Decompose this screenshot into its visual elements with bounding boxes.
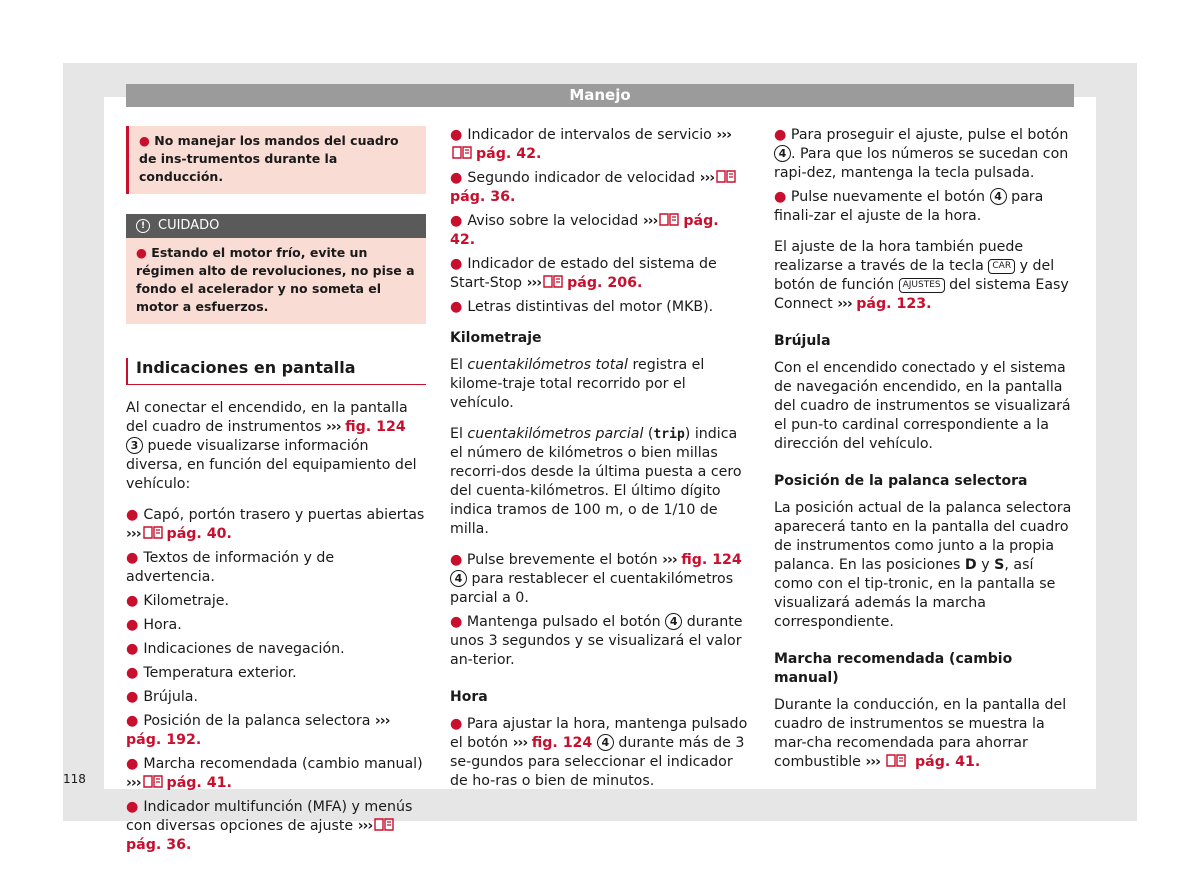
arrows-icon: ›››: [837, 296, 852, 312]
page-link[interactable]: pág. 41.: [914, 754, 981, 770]
book-reference-icon: [659, 212, 681, 227]
km-p2-a: El: [450, 426, 463, 442]
figure-link[interactable]: fig. 124: [345, 419, 406, 435]
arrows-icon: ›››: [126, 775, 141, 791]
brujula-text: Con el encendido conectado y el sistema de navegación encendido, en la pantalla del cuadro de instrumentos se visualizará el pun-to cardinal correspondiente a la dirección del vehículo.: [774, 360, 1071, 452]
intro-text-a: Al conectar el encendido, en la pantalla del cuadro de instrumentos: [126, 400, 408, 435]
list-item: [126, 688, 426, 707]
arrows-icon: ›››: [374, 713, 390, 729]
arrows-icon: ›››: [512, 735, 528, 751]
palanca-paragraph: [774, 499, 1074, 632]
arrows-icon: ›››: [662, 552, 677, 568]
list-item-text: Temperatura exterior.: [143, 665, 297, 681]
bullet-icon: ●: [126, 799, 144, 815]
bullet-icon: ●: [126, 689, 144, 705]
arrows-icon: ›››: [357, 818, 373, 834]
km-p2-em: cuentakilómetros parcial: [467, 426, 644, 442]
indicator-list: [126, 506, 426, 855]
list-item: [126, 616, 426, 635]
arrows-icon: ›››: [716, 127, 731, 143]
page-link[interactable]: pág. 40.: [166, 526, 232, 542]
warning-box: [126, 126, 426, 194]
list-item: [450, 255, 748, 293]
book-reference-icon: [543, 274, 565, 289]
list-item-text: Aviso sobre la velocidad: [467, 213, 639, 229]
callout-number: 3: [126, 437, 143, 454]
intro-paragraph: [126, 399, 426, 494]
callout-number: 4: [450, 570, 467, 587]
bullet-icon: ●: [450, 299, 468, 315]
page-link[interactable]: pág. 36.: [450, 189, 516, 205]
c3-p1-c: del sistema Easy Connect: [774, 277, 1069, 312]
km-p1-em: cuentakilómetros total: [467, 357, 628, 373]
bullet-icon: ●: [450, 256, 468, 272]
marcha-text: Durante la conducción, en la pantalla del cuadro de instrumentos se muestra la mar-cha recomendada para ahorrar combustible: [774, 697, 1067, 770]
km-b1-b: para restablecer el cuentakilómetros parcial a 0.: [450, 571, 734, 606]
bullet-icon: ●: [126, 665, 144, 681]
bullet-icon: ●: [126, 550, 144, 566]
book-reference-icon: [452, 145, 474, 160]
bullet-icon: ●: [450, 213, 468, 229]
bullet-icon: ●: [774, 189, 787, 205]
list-item: [126, 640, 426, 659]
callout-number: 4: [990, 188, 1007, 205]
arrows-icon: ›››: [699, 170, 715, 186]
position-s: S: [994, 557, 1005, 573]
hora-bullet-3: [774, 188, 1074, 226]
list-item-text: Textos de información y de advertencia.: [126, 550, 335, 585]
bullet-icon: ●: [450, 127, 468, 143]
page-link[interactable]: pág. 41.: [166, 775, 232, 791]
bullet-icon: ●: [450, 170, 468, 186]
c3-p1-a: El ajuste de la hora también puede realizarse a través de la tecla: [774, 239, 1024, 274]
list-item-text: Capó, portón trasero y puertas abiertas: [143, 507, 425, 523]
intro-text-b: puede visualizarse información diversa, en función del equipamiento del vehículo:: [126, 438, 417, 492]
trip-code: trip: [653, 427, 685, 442]
figure-link[interactable]: fig. 124: [531, 735, 593, 751]
callout-number: 4: [597, 734, 614, 751]
page-header: Manejo: [126, 84, 1074, 107]
list-item: [126, 798, 426, 855]
list-item-text: Segundo indicador de velocidad: [467, 170, 696, 186]
palanca-y: y: [981, 557, 990, 573]
list-item-text: Indicador multifunción (MFA) y menús con diversas opciones de ajuste: [126, 799, 413, 834]
c3-b2-a: Pulse nuevamente el botón: [790, 189, 986, 205]
list-item-text: Marcha recomendada (cambio manual): [143, 756, 423, 772]
km-p1-b: registra el kilome-traje total recorrido por el vehículo.: [450, 357, 705, 411]
kilometraje-title: Kilometraje: [450, 330, 542, 346]
ajustes-key: AJUSTES: [899, 278, 945, 293]
list-item-text: Brújula.: [143, 689, 198, 705]
indicator-list-cont: [450, 126, 748, 317]
palanca-title: Posición de la palanca selectora: [774, 473, 1028, 489]
bullet-icon: ●: [136, 245, 147, 260]
position-d: D: [964, 557, 977, 573]
c3-b1-b: . Para que los números se sucedan con rapi-dez, mantenga la tecla pulsada.: [774, 146, 1069, 181]
page-link[interactable]: pág. 42.: [476, 146, 542, 162]
page-link[interactable]: pág. 42.: [450, 213, 719, 248]
page-link[interactable]: pág. 36.: [126, 837, 192, 853]
list-item-text: Letras distintivas del motor (MKB).: [467, 299, 714, 315]
book-reference-icon: [886, 753, 908, 768]
km-b2-b: durante unos 3 segundos y se visualizará el valor an-terior.: [450, 614, 743, 668]
bullet-icon: ●: [450, 716, 463, 732]
arrows-icon: ›››: [865, 754, 880, 770]
c3-b1-a: Para proseguir el ajuste, pulse el botón: [790, 127, 1069, 143]
alert-icon: !: [136, 219, 150, 233]
book-reference-icon: [716, 169, 738, 184]
list-item: [450, 298, 748, 317]
hora-b-b: durante más de 3 se-gundos para seleccionar el indicador de ho-ras o bien de minutos.: [450, 735, 745, 789]
arrows-icon: ›››: [526, 275, 542, 291]
list-item-text: Indicaciones de navegación.: [143, 641, 345, 657]
list-item: [126, 755, 426, 793]
bullet-icon: ●: [126, 593, 144, 609]
hora-bullet-2: [774, 126, 1074, 183]
bullet-icon: ●: [450, 614, 463, 630]
list-item: [126, 506, 426, 544]
brujula-title: Brújula: [774, 333, 831, 349]
km-b1-a: Pulse brevemente el botón: [466, 552, 658, 568]
bullet-icon: ●: [126, 617, 144, 633]
hora-title: Hora: [450, 689, 488, 705]
list-item: [450, 212, 748, 250]
bullet-icon: ●: [139, 133, 150, 148]
car-key: CAR: [988, 259, 1015, 274]
marcha-paragraph: [774, 696, 1074, 772]
warning-text: No manejar los mandos del cuadro de ins-trumentos durante la conducción.: [139, 133, 399, 184]
km-bullet-2: [450, 613, 748, 670]
cuidado-text: Estando el motor frío, evite un régimen alto de revoluciones, no pise a fondo el acelerador y no someta el motor a esfuerzos.: [136, 245, 415, 314]
cuidado-label: CUIDADO: [158, 218, 220, 233]
cuidado-body: [126, 238, 426, 324]
bullet-icon: ●: [126, 713, 144, 729]
arrows-icon: ›››: [642, 213, 658, 229]
list-item: [126, 592, 426, 611]
km-paragraph-2: El cuentakilómetros parcial (trip) indica el número de kilómetros o bien millas recorri-dos desde la última puesta a cero del cuenta-kilómetros. El último dígito indica tramos de 100 m, o de 1/10 de milla.: [450, 426, 742, 537]
list-item: [126, 549, 426, 587]
arrows-icon: ›››: [326, 419, 341, 435]
figure-link[interactable]: fig. 124: [681, 552, 742, 568]
callout-number: 4: [665, 613, 682, 630]
column-right: [774, 126, 1074, 784]
hora-b-a: Para ajustar la hora, mantenga pulsado el botón: [450, 716, 748, 751]
page-link[interactable]: pág. 206.: [567, 275, 643, 291]
bullet-icon: ●: [126, 507, 144, 523]
column-left: [126, 126, 426, 860]
arrows-icon: ›››: [126, 526, 141, 542]
page-link[interactable]: pág. 192.: [126, 732, 202, 748]
list-item-text: Indicador de estado del sistema de Start-Stop: [450, 256, 717, 291]
list-item-text: Hora.: [143, 617, 182, 633]
easy-connect-paragraph: [774, 238, 1074, 314]
palanca-a: La posición actual de la palanca selectora aparecerá tanto en la pantalla del cuadro de instrumentos como junto a la propia palanca. En las posiciones: [774, 500, 1072, 573]
cuidado-header: [126, 214, 426, 238]
km-p1-a: El: [450, 357, 463, 373]
list-item: [450, 169, 748, 207]
km-b2-a: Mantenga pulsado el botón: [466, 614, 661, 630]
cuidado-box: [126, 214, 426, 324]
c3-b2-b: para finali-zar el ajuste de la hora.: [774, 189, 1044, 224]
page-link[interactable]: pág. 123.: [856, 296, 932, 312]
bullet-icon: ●: [126, 641, 144, 657]
book-reference-icon: [374, 817, 396, 832]
book-reference-icon: [143, 774, 165, 789]
marcha-title: Marcha recomendada (cambio manual): [774, 651, 1013, 686]
list-item: [450, 126, 748, 164]
palanca-b: , así como con el tip-tronic, en la pantalla se visualizará además la marcha correspondiente.: [774, 557, 1056, 630]
callout-number: 4: [774, 145, 791, 162]
bullet-icon: ●: [126, 756, 144, 772]
c3-p1-b: y del botón de función: [774, 258, 1055, 293]
page-number: 118: [63, 772, 86, 786]
bullet-icon: ●: [774, 127, 787, 143]
section-divider: [126, 384, 426, 385]
list-item: [126, 712, 426, 750]
km-p2-b: indica el número de kilómetros o bien millas recorri-dos desde la última puesta a cero del cuenta-kilómetros. El último dígito indica tramos de 100 m, o de 1/10 de milla.: [450, 426, 742, 537]
section-title: Indicaciones en pantalla: [126, 358, 426, 384]
list-item-text: Posición de la palanca selectora: [143, 713, 371, 729]
bullet-icon: ●: [450, 552, 463, 568]
hora-bullet: [450, 715, 748, 791]
list-item-text: Kilometraje.: [143, 593, 230, 609]
column-middle: [450, 126, 748, 803]
list-item: [126, 664, 426, 683]
list-item-text: Indicador de intervalos de servicio: [467, 127, 712, 143]
km-paragraph-1: [450, 356, 748, 413]
km-bullet-1: [450, 551, 748, 608]
book-reference-icon: [143, 525, 165, 540]
